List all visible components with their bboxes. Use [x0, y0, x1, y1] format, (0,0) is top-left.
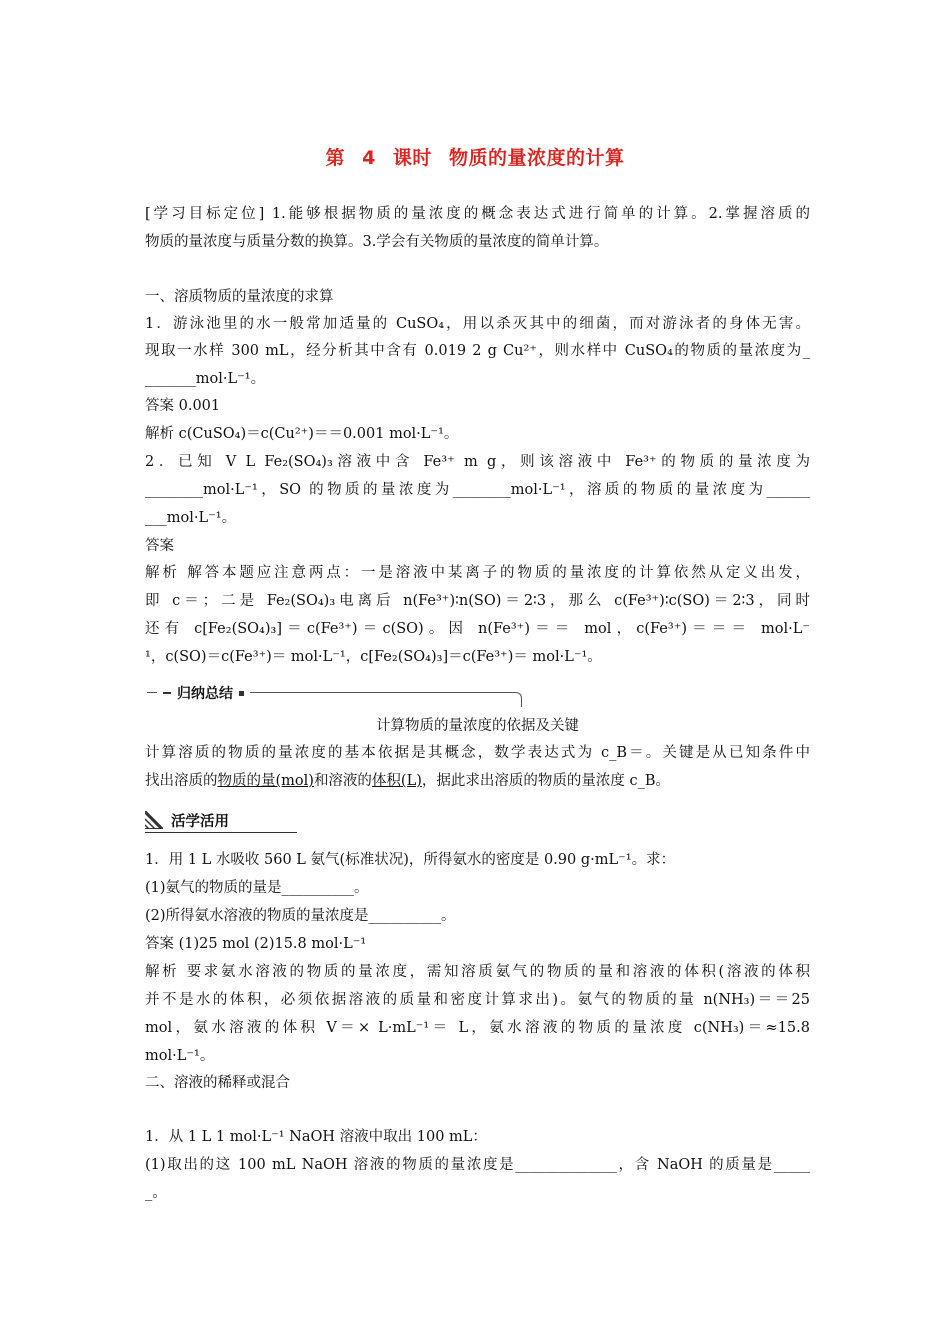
practice-q1-part1: (1)氨气的物质的量是__________。 [145, 880, 369, 896]
question-2-line-1: 2．已知 V L Fe₂(SO₄)₃溶液中含 Fe³⁺ m g，则该溶液中 Fe³⁺的物质的量浓度为 [145, 454, 810, 470]
dilution-q1: 1．从 1 L 1 mol·L⁻¹ NaOH 溶液中取出 100 mL： [145, 1129, 487, 1145]
learning-goal-line-1: [学习目标定位] 1.能够根据物质的量浓度的概念表达式进行简单的计算。2.掌握溶质的 [145, 206, 810, 222]
question-2-line-2: ________mol·L⁻¹，SO 的物质的量浓度为________mol·L⁻¹，溶质的物质的量浓度为______ [145, 482, 810, 498]
practice-analysis-line-2: 并不是水的体积，必须依据溶液的质量和密度计算求出)。氨气的物质的量 n(NH₃)＝＝25 [145, 992, 810, 1008]
dilution-q1-part1-cont: _。 [145, 1185, 167, 1201]
summary-line-2-c: ，据此求出溶质的物质的量浓度 c_B。 [421, 773, 671, 789]
analysis-2-line-4: ¹，c(SO)＝c(Fe³⁺)＝ mol·L⁻¹，c[Fe₂(SO₄)₃]＝c(Fe³⁺)＝ mol·L⁻¹。 [145, 649, 602, 665]
square-icon [239, 691, 244, 696]
summary-underline-volume: 体积(L) [371, 773, 422, 789]
page-title: 第 4 课时 物质的量浓度的计算 [325, 147, 625, 169]
practice-q1: 1．用 1 L 水吸收 560 L 氨气(标准状况)，所得氨水的密度是 0.90 g·mL⁻¹。求： [145, 852, 676, 868]
summary-heading: 计算物质的量浓度的依据及关键 [376, 718, 579, 734]
practice-analysis-line-4: mol·L⁻¹。 [145, 1048, 215, 1064]
answer-1: 答案 0.001 [145, 398, 221, 414]
analysis-2-line-1: 解析 解答本题应注意两点：一是溶液中某离子的物质的量浓度的计算依然从定义出发， [145, 565, 810, 581]
section-heading-1: 一、溶质物质的量浓度的求算 [145, 289, 334, 305]
dilution-q1-part1: (1)取出的这 100 mL NaOH 溶液的物质的量浓度是______________，含 NaOH 的质量是_____ [145, 1157, 810, 1173]
analysis-1: 解析 c(CuSO₄)＝c(Cu²⁺)＝＝0.001 mol·L⁻¹。 [145, 426, 459, 442]
summary-line-2-a: 找出溶质的 [145, 773, 218, 789]
summary-line-1: 计算溶质的物质的量浓度的基本依据是其概念，数学表达式为 c_B＝。关键是从已知条件中 [145, 745, 810, 761]
practice-answer: 答案 (1)25 mol (2)15.8 mol·L⁻¹ [145, 936, 367, 952]
question-1-line-3: _______mol·L⁻¹。 [145, 371, 266, 387]
learning-goal-line-2: 物质的量浓度与质量分数的换算。3.学会有关物质的量浓度的简单计算。 [145, 234, 609, 250]
analysis-2-line-2: 即 c＝；二是 Fe₂(SO₄)₃电离后 n(Fe³⁺)∶n(SO)＝2∶3，那么 c(Fe³⁺)∶c(SO)＝2∶3，同时 [145, 593, 810, 609]
question-2-line-3: ___mol·L⁻¹。 [145, 510, 237, 526]
dash-icon [163, 692, 171, 694]
summary-underline-mol: 物质的量(mol) [217, 773, 314, 789]
summary-tag [157, 683, 250, 703]
question-1-line-1: 1．游泳池里的水一般常加适量的 CuSO₄，用以杀灭其中的细菌，而对游泳者的身体无害。 [145, 316, 810, 332]
practice-header [145, 808, 297, 833]
practice-q1-part2: (2)所得氨水溶液的物质的量浓度是__________。 [145, 908, 456, 924]
answer-2: 答案 [145, 538, 174, 554]
diagonal-hatch-icon [145, 811, 163, 829]
summary-line-2 [145, 771, 810, 791]
practice-label: 活学活用 [171, 813, 229, 830]
section-heading-2: 二、溶液的稀释或混合 [145, 1075, 290, 1091]
summary-tag-label: 归纳总结 [177, 686, 233, 702]
practice-analysis-line-3: mol，氨水溶液的体积 V＝× L·mL⁻¹＝ L，氨水溶液的物质的量浓度 c(NH₃)＝≈15.8 [145, 1020, 810, 1036]
question-1-line-2: 现取一水样 300 mL，经分析其中含有 0.019 2 g Cu²⁺，则水样中 CuSO₄的物质的量浓度为_ [145, 343, 810, 359]
summary-line-2-b: 和溶液的 [313, 773, 372, 789]
practice-analysis-line-1: 解析 要求氨水溶液的物质的量浓度，需知溶质氨气的物质的量和溶液的体积(溶液的体积 [145, 964, 810, 980]
analysis-2-line-3: 还有 c[Fe₂(SO₄)₃]＝c(Fe³⁺)＝c(SO)。因 n(Fe³⁺)＝＝ mol，c(Fe³⁺)＝＝＝ mol·L⁻ [145, 621, 810, 637]
